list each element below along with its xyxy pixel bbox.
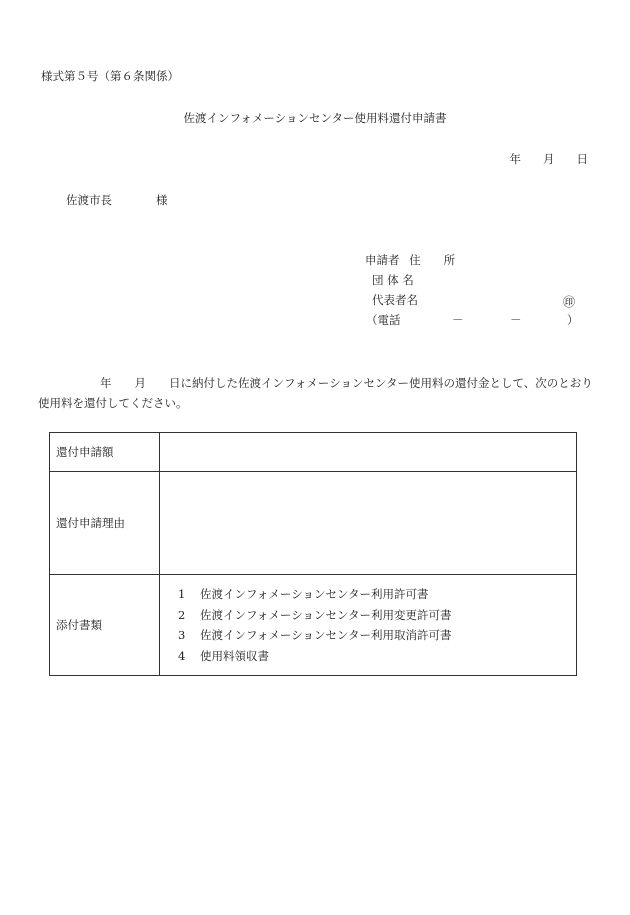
attachments-cell — [160, 575, 577, 676]
phone-dash-2: － — [510, 313, 522, 327]
addressee-honorific: 様 — [156, 193, 168, 207]
organization-label: 団 体 名 — [372, 273, 414, 287]
applicant-address-row — [365, 253, 455, 267]
list-item — [178, 646, 576, 667]
reason-label: 還付申請理由 — [50, 472, 160, 575]
refund-application-table — [49, 432, 577, 676]
document-title: 佐渡インフォメーションセンター使用料還付申請書 — [183, 111, 447, 125]
applicant-phone-row — [366, 313, 586, 327]
request-paragraph: 年 月 日に納付した佐渡インフォメーションセンター使用料の還付金として、次のとおり使用料を還付してください。 — [38, 376, 593, 410]
attachment-number: 3 — [178, 628, 186, 642]
applicant-organization-row — [370, 273, 414, 287]
amount-label: 還付申請額 — [50, 433, 160, 472]
reason-field[interactable] — [160, 472, 577, 575]
date-line — [510, 152, 589, 166]
attachments-list — [160, 584, 576, 666]
address-label: 住 所 — [409, 253, 456, 267]
applicant-representative-row — [370, 293, 418, 307]
attachment-text: 使用料領収書 — [200, 648, 269, 663]
seal-mark: ㊞ — [563, 295, 576, 309]
attachment-number: 4 — [178, 648, 186, 663]
phone-dash-1: － — [452, 313, 464, 327]
list-item — [178, 584, 576, 605]
applicant-label: 申請者 — [365, 253, 400, 267]
table-row-reason — [50, 472, 577, 575]
form-number: 様式第５号（第６条関係） — [41, 69, 179, 83]
addressee — [66, 193, 168, 207]
list-item — [178, 605, 576, 626]
attachment-text: 佐渡インフォメーションセンター利用取消許可書 — [200, 628, 452, 642]
table-row-attachments — [50, 575, 577, 676]
attachment-number: 2 — [178, 607, 186, 622]
table-row-amount — [50, 433, 577, 472]
attachments-label: 添付書類 — [50, 575, 160, 676]
phone-close-label: ） — [567, 313, 579, 327]
addressee-name: 佐渡市長 — [66, 193, 112, 207]
date-year-label: 年 — [509, 152, 521, 166]
date-month-label: 月 — [543, 152, 555, 166]
representative-label: 代表者名 — [372, 293, 418, 307]
phone-open-label: （電話 — [366, 313, 401, 327]
attachment-text: 佐渡インフォメーションセンター利用変更許可書 — [200, 607, 452, 622]
date-day-label: 日 — [576, 152, 588, 166]
list-item — [178, 625, 576, 646]
amount-field[interactable] — [160, 433, 577, 472]
attachment-text: 佐渡インフォメーションセンター利用許可書 — [200, 587, 429, 601]
attachment-number: 1 — [178, 587, 186, 601]
